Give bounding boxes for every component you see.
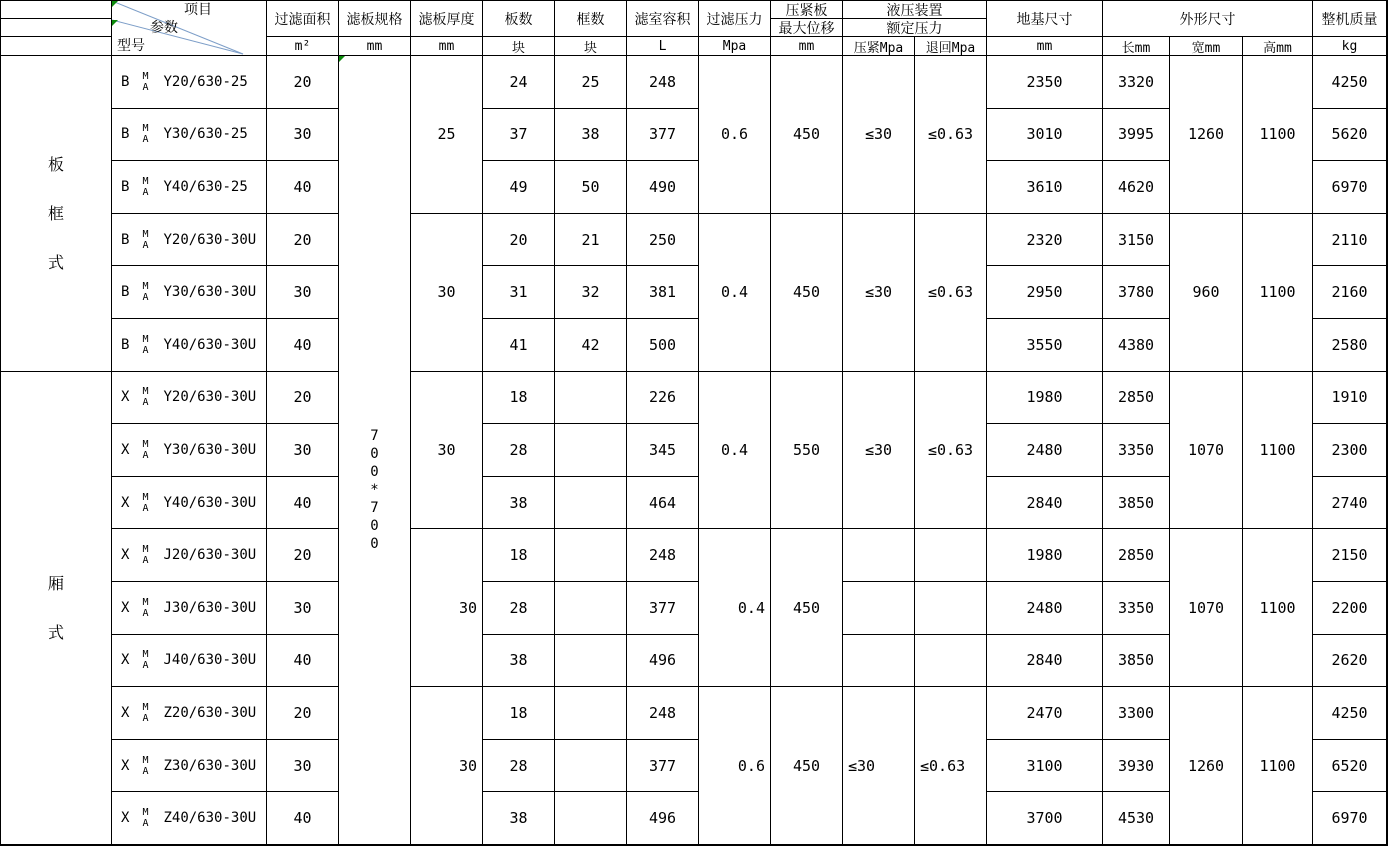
model-sub-bottom: A (142, 134, 149, 146)
model-sub-bottom: A (142, 292, 149, 304)
model-code: Y20/630-25 (163, 73, 248, 90)
cell-weight: 6520 (1313, 740, 1387, 793)
model-sub-bottom: A (142, 449, 149, 461)
cell-foundation: 3550 (987, 319, 1103, 372)
cell-chamber-volume: 464 (627, 477, 699, 530)
corner-label-param: 参数 (150, 20, 178, 36)
cell-foundation: 1980 (987, 372, 1103, 425)
model-sub-top: M (142, 123, 149, 135)
unit-overall-length: 长mm (1103, 37, 1170, 56)
model-sub-bottom: A (142, 186, 149, 198)
model-code: Y30/630-30U (163, 441, 257, 458)
cell-model (112, 477, 267, 530)
model-prefix: B (121, 231, 130, 248)
plate-spec-value (370, 427, 378, 553)
category-char: 厢 (47, 573, 64, 593)
spec-char: 7 (370, 499, 379, 516)
cell-weight: 2300 (1313, 424, 1387, 477)
model-code: Y20/630-30U (163, 389, 257, 406)
model-sub-top: M (142, 386, 149, 398)
spec-char: 7 (370, 427, 379, 444)
cell-filter-area: 20 (267, 372, 339, 425)
cell-max-displacement: 450 (771, 529, 843, 687)
model-sub-top: M (142, 754, 149, 766)
model-prefix: X (121, 389, 130, 406)
cell-plate-count: 49 (483, 161, 555, 214)
cell-max-displacement: 450 (771, 687, 843, 845)
cell-width: 1070 (1170, 529, 1243, 687)
header-press-plate: 压紧板 (771, 1, 843, 19)
model-prefix: X (121, 547, 130, 564)
model-sub-stack (142, 755, 148, 777)
cell-model (112, 56, 267, 109)
cell-weight: 4250 (1313, 56, 1387, 109)
category-char: 板 (47, 154, 64, 174)
cell-filter-pressure: 0.4 (699, 372, 771, 530)
spec-char: 0 (370, 535, 379, 552)
model-sub-stack (142, 281, 148, 303)
model-prefix: X (121, 599, 130, 616)
cell-frame-count (555, 687, 627, 740)
cell-chamber-volume: 377 (627, 740, 699, 793)
cell-hydraulic-press: ≤30 (843, 687, 915, 845)
corner-label-model: 型号 (117, 38, 145, 54)
cell-weight: 2740 (1313, 477, 1387, 530)
corner-header-cell (112, 1, 267, 56)
cell-length: 3930 (1103, 740, 1170, 793)
model-sub-bottom: A (142, 81, 149, 93)
model-code: Z40/630-30U (163, 810, 257, 827)
cell-foundation: 2480 (987, 582, 1103, 635)
cell-frame-count: 25 (555, 56, 627, 109)
cell-filter-area: 40 (267, 477, 339, 530)
header-filter-pressure: 过滤压力 (699, 1, 771, 37)
model-code: Y40/630-30U (163, 336, 257, 353)
category-chamber-type (1, 372, 112, 845)
model-prefix: X (121, 441, 130, 458)
cell-filter-area: 40 (267, 792, 339, 845)
cell-plate-count: 18 (483, 529, 555, 582)
header-filter-area: 过滤面积 (267, 1, 339, 37)
cell-filter-area: 40 (267, 161, 339, 214)
cell-plate-count: 28 (483, 424, 555, 477)
model-sub-stack (142, 439, 148, 461)
model-sub-top: M (142, 333, 149, 345)
cell-weight: 2110 (1313, 214, 1387, 267)
cell-plate-count: 28 (483, 582, 555, 635)
cell-filter-area: 30 (267, 424, 339, 477)
cell-hydraulic-return (915, 529, 987, 582)
cell-chamber-volume: 248 (627, 56, 699, 109)
model-sub-stack (142, 492, 148, 514)
cell-plate-thickness: 30 (411, 372, 483, 530)
category-char: 框 (47, 203, 64, 223)
cell-weight: 2620 (1313, 635, 1387, 688)
cell-weight: 4250 (1313, 687, 1387, 740)
cell-model (112, 214, 267, 267)
cell-weight: 6970 (1313, 792, 1387, 845)
cell-chamber-volume: 377 (627, 582, 699, 635)
header-overall: 外形尺寸 (1103, 1, 1313, 37)
cell-plate-count: 24 (483, 56, 555, 109)
cell-frame-count (555, 740, 627, 793)
header-blank-row2 (1, 19, 112, 37)
cell-length: 3995 (1103, 109, 1170, 162)
cell-weight: 2160 (1313, 266, 1387, 319)
model-sub-bottom: A (142, 555, 149, 567)
cell-length: 2850 (1103, 529, 1170, 582)
cell-frame-count (555, 477, 627, 530)
cell-length: 2850 (1103, 372, 1170, 425)
cell-model (112, 161, 267, 214)
model-sub-stack (142, 334, 148, 356)
model-sub-bottom: A (142, 712, 149, 724)
model-code: J30/630-30U (163, 599, 257, 616)
cell-filter-pressure: 0.6 (699, 687, 771, 845)
model-prefix: B (121, 178, 130, 195)
model-sub-stack (142, 176, 148, 198)
unit-frame-count: 块 (555, 37, 627, 56)
cell-filter-area: 20 (267, 56, 339, 109)
cell-width: 1260 (1170, 687, 1243, 845)
unit-hydraulic-press: 压紧Mpa (843, 37, 915, 56)
cell-weight: 1910 (1313, 372, 1387, 425)
model-sub-bottom: A (142, 607, 149, 619)
cell-frame-count: 32 (555, 266, 627, 319)
model-prefix: B (121, 126, 130, 143)
cell-foundation: 3700 (987, 792, 1103, 845)
cell-filter-area: 30 (267, 266, 339, 319)
model-sub-top: M (142, 649, 149, 661)
model-sub-stack (142, 807, 148, 829)
model-code: Z20/630-30U (163, 704, 257, 721)
cell-indicator-icon (339, 56, 345, 62)
unit-overall-height: 高mm (1243, 37, 1313, 56)
model-sub-stack (142, 702, 148, 724)
header-hydraulic: 液压装置 (843, 1, 987, 19)
header-blank-row3 (1, 37, 112, 56)
cell-foundation: 2950 (987, 266, 1103, 319)
cell-plate-count: 37 (483, 109, 555, 162)
cell-plate-count: 20 (483, 214, 555, 267)
cell-length: 3850 (1103, 635, 1170, 688)
header-plate-spec: 滤板规格 (339, 1, 411, 37)
cell-foundation: 3610 (987, 161, 1103, 214)
model-sub-stack (142, 71, 148, 93)
cell-weight: 2150 (1313, 529, 1387, 582)
cell-foundation: 2350 (987, 56, 1103, 109)
model-sub-top: M (142, 438, 149, 450)
cell-model (112, 635, 267, 688)
cell-chamber-volume: 248 (627, 529, 699, 582)
cell-frame-count: 42 (555, 319, 627, 372)
cell-width: 1260 (1170, 56, 1243, 214)
model-code: Y40/630-30U (163, 494, 257, 511)
spec-char: 0 (370, 445, 379, 462)
cell-max-displacement: 550 (771, 372, 843, 530)
model-prefix: X (121, 757, 130, 774)
cell-foundation: 2480 (987, 424, 1103, 477)
cell-plate-count: 31 (483, 266, 555, 319)
cell-filter-area: 30 (267, 740, 339, 793)
model-sub-stack (142, 229, 148, 251)
header-plate-thickness: 滤板厚度 (411, 1, 483, 37)
cell-plate-count: 38 (483, 792, 555, 845)
unit-weight: kg (1313, 37, 1387, 56)
cell-frame-count: 21 (555, 214, 627, 267)
model-sub-bottom: A (142, 344, 149, 356)
header-foundation: 地基尺寸 (987, 1, 1103, 37)
category-plate-frame-type (1, 56, 112, 372)
cell-chamber-volume: 248 (627, 687, 699, 740)
cell-chamber-volume: 226 (627, 372, 699, 425)
cell-plate-count: 28 (483, 740, 555, 793)
unit-filter-pressure: Mpa (699, 37, 771, 56)
cell-hydraulic-return: ≤0.63 (915, 56, 987, 214)
unit-plate-thickness: mm (411, 37, 483, 56)
cell-width: 960 (1170, 214, 1243, 372)
header-hydraulic-line2: 额定压力 (843, 19, 987, 37)
cell-length: 4620 (1103, 161, 1170, 214)
cell-chamber-volume: 250 (627, 214, 699, 267)
model-code: Y30/630-25 (163, 126, 248, 143)
model-sub-top: M (142, 281, 149, 293)
cell-height: 1100 (1243, 687, 1313, 845)
cell-filter-area: 30 (267, 109, 339, 162)
cell-hydraulic-press: ≤30 (843, 214, 915, 372)
cell-model (112, 740, 267, 793)
cell-indicator-icon (112, 20, 118, 26)
unit-press-plate: mm (771, 37, 843, 56)
cell-foundation: 3010 (987, 109, 1103, 162)
cell-length: 3350 (1103, 582, 1170, 635)
unit-overall-width: 宽mm (1170, 37, 1243, 56)
unit-plate-spec: mm (339, 37, 411, 56)
header-frame-count: 框数 (555, 1, 627, 37)
cell-hydraulic-return: ≤0.63 (915, 372, 987, 530)
cell-frame-count (555, 424, 627, 477)
cell-chamber-volume: 496 (627, 635, 699, 688)
cell-weight: 2200 (1313, 582, 1387, 635)
cell-hydraulic-press (843, 582, 915, 635)
model-prefix: X (121, 704, 130, 721)
cell-foundation: 1980 (987, 529, 1103, 582)
model-sub-top: M (142, 807, 149, 819)
unit-chamber-volume: L (627, 37, 699, 56)
cell-weight: 5620 (1313, 109, 1387, 162)
spec-char: 0 (370, 517, 379, 534)
model-sub-bottom: A (142, 818, 149, 830)
cell-height: 1100 (1243, 56, 1313, 214)
cell-foundation: 3100 (987, 740, 1103, 793)
model-sub-stack (142, 649, 148, 671)
cell-frame-count: 50 (555, 161, 627, 214)
cell-max-displacement: 450 (771, 56, 843, 214)
cell-filter-area: 30 (267, 582, 339, 635)
cell-model (112, 792, 267, 845)
cell-max-displacement: 450 (771, 214, 843, 372)
cell-length: 4380 (1103, 319, 1170, 372)
cell-plate-thickness: 30 (411, 687, 483, 845)
cell-plate-thickness: 25 (411, 56, 483, 214)
cell-chamber-volume: 496 (627, 792, 699, 845)
cell-filter-area: 40 (267, 635, 339, 688)
model-sub-bottom: A (142, 239, 149, 251)
model-sub-bottom: A (142, 765, 149, 777)
cell-plate-spec-merged (339, 56, 411, 845)
cell-weight: 6970 (1313, 161, 1387, 214)
unit-plate-count: 块 (483, 37, 555, 56)
cell-length: 3320 (1103, 56, 1170, 109)
model-code: J20/630-30U (163, 547, 257, 564)
unit-hydraulic-return: 退回Mpa (915, 37, 987, 56)
cell-plate-thickness: 30 (411, 214, 483, 372)
cell-model (112, 582, 267, 635)
model-sub-top: M (142, 70, 149, 82)
cell-plate-count: 18 (483, 372, 555, 425)
cell-height: 1100 (1243, 214, 1313, 372)
cell-frame-count (555, 635, 627, 688)
spec-char: * (370, 481, 379, 498)
header-blank-row1 (1, 1, 112, 19)
cell-length: 3780 (1103, 266, 1170, 319)
cell-model (112, 529, 267, 582)
cell-model (112, 687, 267, 740)
spec-char: 0 (370, 463, 379, 480)
model-sub-top: M (142, 596, 149, 608)
cell-weight: 2580 (1313, 319, 1387, 372)
cell-frame-count (555, 372, 627, 425)
header-chamber-volume: 滤室容积 (627, 1, 699, 37)
model-sub-stack (142, 123, 148, 145)
cell-filter-area: 20 (267, 687, 339, 740)
cell-length: 3300 (1103, 687, 1170, 740)
model-prefix: B (121, 284, 130, 301)
cell-length: 3150 (1103, 214, 1170, 267)
cell-indicator-icon (112, 1, 118, 7)
header-press-plate-line2: 最大位移 (771, 19, 843, 37)
cell-hydraulic-return (915, 635, 987, 688)
cell-chamber-volume: 381 (627, 266, 699, 319)
corner-label-item: 项目 (184, 2, 212, 18)
header-plate-count: 板数 (483, 1, 555, 37)
cell-length: 3350 (1103, 424, 1170, 477)
cell-plate-count: 41 (483, 319, 555, 372)
model-sub-stack (142, 544, 148, 566)
category-char: 式 (47, 622, 64, 642)
cell-height: 1100 (1243, 372, 1313, 530)
cell-model (112, 266, 267, 319)
cell-hydraulic-return: ≤0.63 (915, 687, 987, 845)
model-sub-bottom: A (142, 660, 149, 672)
cell-filter-pressure: 0.4 (699, 529, 771, 687)
model-sub-bottom: A (142, 502, 149, 514)
model-prefix: X (121, 810, 130, 827)
cell-foundation: 2840 (987, 635, 1103, 688)
cell-frame-count (555, 582, 627, 635)
cell-chamber-volume: 345 (627, 424, 699, 477)
cell-model (112, 424, 267, 477)
cell-foundation: 2320 (987, 214, 1103, 267)
cell-hydraulic-return (915, 582, 987, 635)
cell-chamber-volume: 490 (627, 161, 699, 214)
model-prefix: X (121, 652, 130, 669)
model-prefix: X (121, 494, 130, 511)
model-sub-top: M (142, 175, 149, 187)
cell-foundation: 2840 (987, 477, 1103, 530)
cell-plate-count: 38 (483, 635, 555, 688)
model-sub-top: M (142, 491, 149, 503)
cell-hydraulic-return: ≤0.63 (915, 214, 987, 372)
cell-plate-count: 38 (483, 477, 555, 530)
cell-frame-count (555, 529, 627, 582)
cell-chamber-volume: 377 (627, 109, 699, 162)
cell-filter-area: 20 (267, 529, 339, 582)
model-code: Z30/630-30U (163, 757, 257, 774)
cell-foundation: 2470 (987, 687, 1103, 740)
unit-filter-area: m² (267, 37, 339, 56)
header-weight: 整机质量 (1313, 1, 1387, 37)
cell-height: 1100 (1243, 529, 1313, 687)
cell-chamber-volume: 500 (627, 319, 699, 372)
cell-plate-thickness: 30 (411, 529, 483, 687)
model-sub-bottom: A (142, 397, 149, 409)
cell-width: 1070 (1170, 372, 1243, 530)
cell-length: 3850 (1103, 477, 1170, 530)
cell-filter-pressure: 0.4 (699, 214, 771, 372)
cell-frame-count: 38 (555, 109, 627, 162)
model-prefix: B (121, 336, 130, 353)
cell-filter-pressure: 0.6 (699, 56, 771, 214)
cell-plate-count: 18 (483, 687, 555, 740)
cell-model (112, 372, 267, 425)
cell-model (112, 109, 267, 162)
model-code: Y20/630-30U (163, 231, 257, 248)
category-char: 式 (47, 252, 64, 272)
cell-hydraulic-press: ≤30 (843, 372, 915, 530)
model-sub-stack (142, 386, 148, 408)
model-code: Y40/630-25 (163, 178, 248, 195)
model-sub-stack (142, 597, 148, 619)
cell-filter-area: 40 (267, 319, 339, 372)
model-sub-top: M (142, 228, 149, 240)
cell-hydraulic-press (843, 635, 915, 688)
model-sub-top: M (142, 701, 149, 713)
cell-hydraulic-press (843, 529, 915, 582)
cell-hydraulic-press: ≤30 (843, 56, 915, 214)
model-sub-top: M (142, 544, 149, 556)
model-code: J40/630-30U (163, 652, 257, 669)
model-code: Y30/630-30U (163, 284, 257, 301)
cell-frame-count (555, 792, 627, 845)
model-prefix: B (121, 73, 130, 90)
cell-model (112, 319, 267, 372)
cell-length: 4530 (1103, 792, 1170, 845)
unit-foundation: mm (987, 37, 1103, 56)
cell-filter-area: 20 (267, 214, 339, 267)
